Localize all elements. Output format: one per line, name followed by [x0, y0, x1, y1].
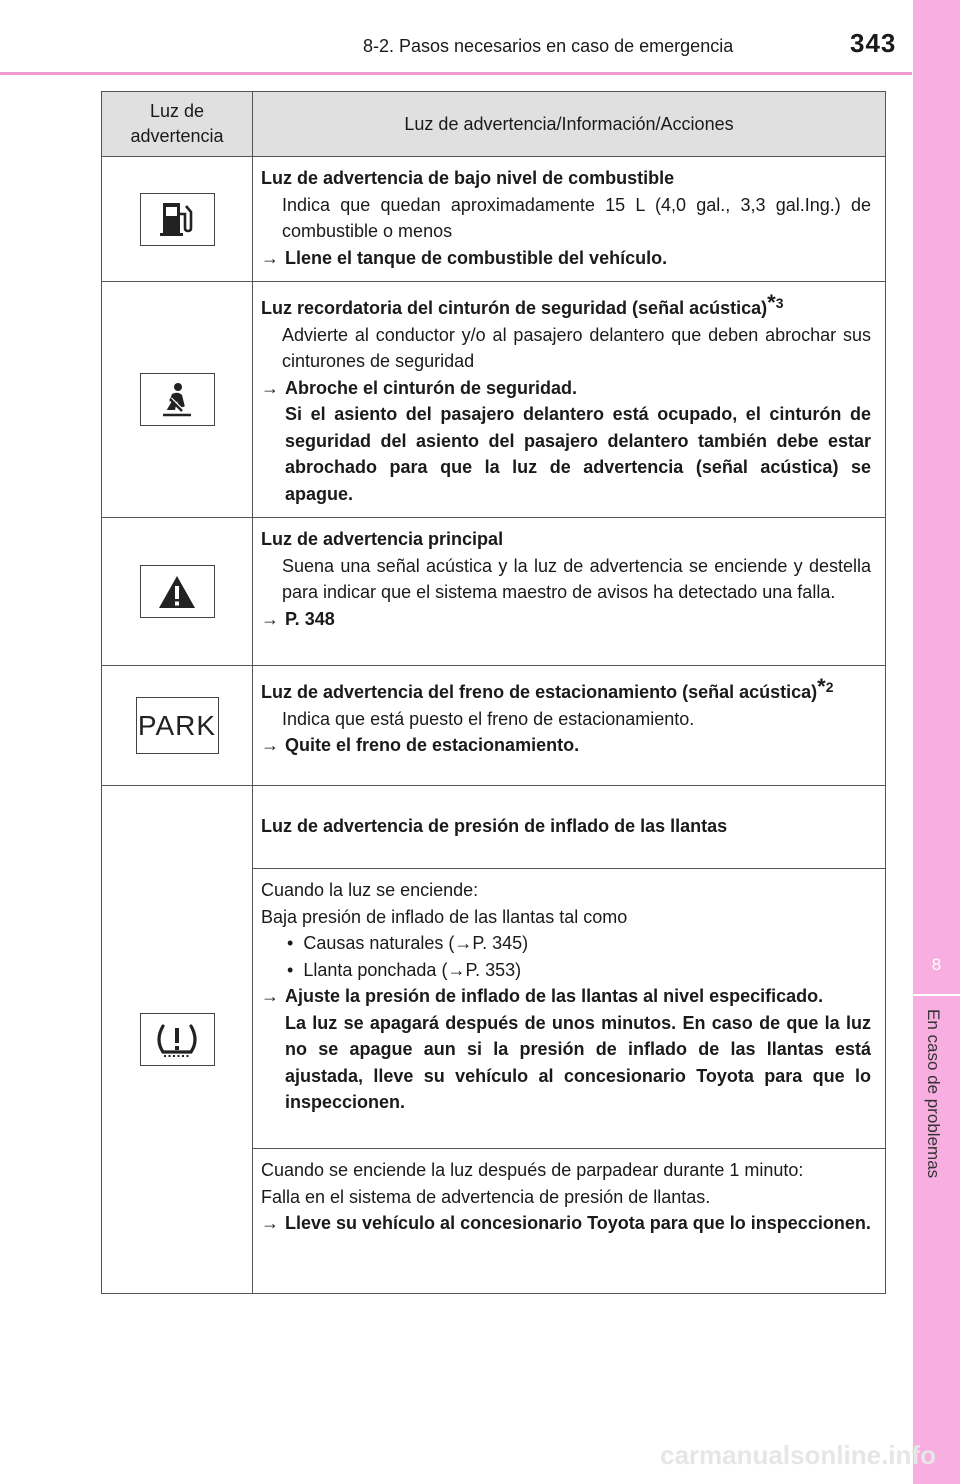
watermark: carmanualsonline.info — [660, 1440, 936, 1470]
arrow-icon: → — [261, 247, 279, 268]
chapter-title: En caso de problemas — [924, 1009, 943, 1179]
arrow-icon: → — [261, 608, 279, 629]
tire-blink-action: → Lleve su vehículo al concesionario Toyota para que lo inspeccionen. — [261, 1210, 871, 1237]
tire-lit-heading: Cuando la luz se enciende: — [261, 880, 479, 900]
tire-lit-desc: Baja presión de inflado de las llantas tal como — [261, 906, 628, 927]
table-row — [102, 518, 886, 666]
park-brake-warning-action: → Quite el freno de estacionamiento. — [261, 732, 871, 759]
chapter-side-tab — [913, 0, 960, 1484]
park-brake-warning-info — [253, 666, 886, 786]
seatbelt-warning-info — [253, 282, 886, 518]
table-row — [102, 666, 886, 786]
master-warning-title: Luz de advertencia principal — [261, 529, 504, 549]
icon-cell — [102, 282, 253, 518]
arrow-icon: → — [261, 1213, 279, 1233]
tire-blink-desc: Falla en el sistema de advertencia de presión de llantas. — [261, 1186, 711, 1207]
seatbelt-warning-title: Luz recordatoria del cinturón de seguridad (señal acústica)$^{*3}$ — [261, 290, 784, 318]
arrow-icon: → — [261, 377, 279, 398]
park-brake-warning-title: Luz de advertencia del freno de estacionamiento (señal acústica)$^{*2}$ — [261, 674, 834, 702]
icon-cell — [102, 666, 253, 786]
table-row — [102, 786, 886, 869]
chapter-number: 8 — [931, 955, 942, 974]
arrow-icon: → — [261, 986, 279, 1006]
park-brake-warning-desc: Indica que está puesto el freno de estacionamiento. — [282, 708, 695, 729]
table-row — [102, 157, 886, 282]
header-divider — [0, 72, 912, 75]
footnote-ref: *3 — [767, 290, 784, 315]
section-title: 8-2. Pasos necesarios en caso de emergencia — [363, 36, 734, 56]
fuel-warning-desc: Indica que quedan aproximadamente 15 L (4,0 gal., 3,3 gal.Ing.) de combustible o menos — [282, 194, 871, 241]
table-row — [102, 282, 886, 518]
icon-cell — [102, 518, 253, 666]
header-warning-light: Luz de advertencia — [102, 92, 253, 157]
page-number: 343 — [850, 28, 897, 58]
master-warning-action: → P. 348 — [261, 606, 871, 633]
icon-cell — [102, 786, 253, 1294]
table-header-row — [102, 92, 886, 157]
master-warning-info — [253, 518, 886, 666]
tire-pressure-icon — [140, 1013, 215, 1066]
warning-light-table — [101, 91, 886, 1294]
fuel-warning-info — [253, 157, 886, 282]
footnote-ref: *2 — [817, 674, 834, 699]
master-warning-desc: Suena una señal acústica y la luz de advertencia se enciende y destella para indicar que el sistema maestro de avisos ha detectado una falla. — [282, 555, 871, 602]
master-warning-icon — [140, 565, 215, 618]
list-item: • Llanta ponchada (→P. 353) — [287, 959, 522, 980]
tire-pressure-blink-info — [253, 1149, 886, 1294]
fuel-warning-action: → Llene el tanque de combustible del vehículo. — [261, 245, 871, 272]
seatbelt-warning-desc: Advierte al conductor y/o al pasajero delantero que deben abrochar sus cinturones de seguridad — [282, 324, 871, 371]
list-item: • Causas naturales (→P. 345) — [287, 933, 529, 953]
header-info-actions: Luz de advertencia/Información/Acciones — [253, 92, 886, 157]
park-brake-icon: PARK — [136, 697, 219, 754]
tire-blink-heading: Cuando se enciende la luz después de parpadear durante 1 minuto: — [261, 1160, 804, 1180]
fuel-pump-icon — [140, 193, 215, 246]
seatbelt-icon — [140, 373, 215, 426]
icon-cell — [102, 157, 253, 282]
seatbelt-warning-action: → Abroche el cinturón de seguridad. Si el asiento del pasajero delantero está ocupado, el cinturón de seguridad del asiento del pasajero delantero también debe estar abrochado para que la luz de advertencia (señal acústica) se apague. — [261, 375, 871, 508]
fuel-warning-title: Luz de advertencia de bajo nivel de combustible — [261, 168, 675, 188]
arrow-icon: → — [261, 735, 279, 755]
chapter-tab-divider — [913, 994, 960, 996]
tire-pressure-lit-info — [253, 869, 886, 1149]
tire-lit-action: → Ajuste la presión de inflado de las llantas al nivel especificado. La luz se apagará después de unos minutos. En caso de que la luz no se apague aun si la presión de inflado de las llantas está ajustada, lleve su vehículo al concesionario Toyota para que lo inspeccionen. — [261, 983, 871, 1116]
tire-pressure-title-cell — [253, 786, 886, 869]
tire-pressure-title: Luz de advertencia de presión de inflado de las llantas — [261, 815, 728, 836]
